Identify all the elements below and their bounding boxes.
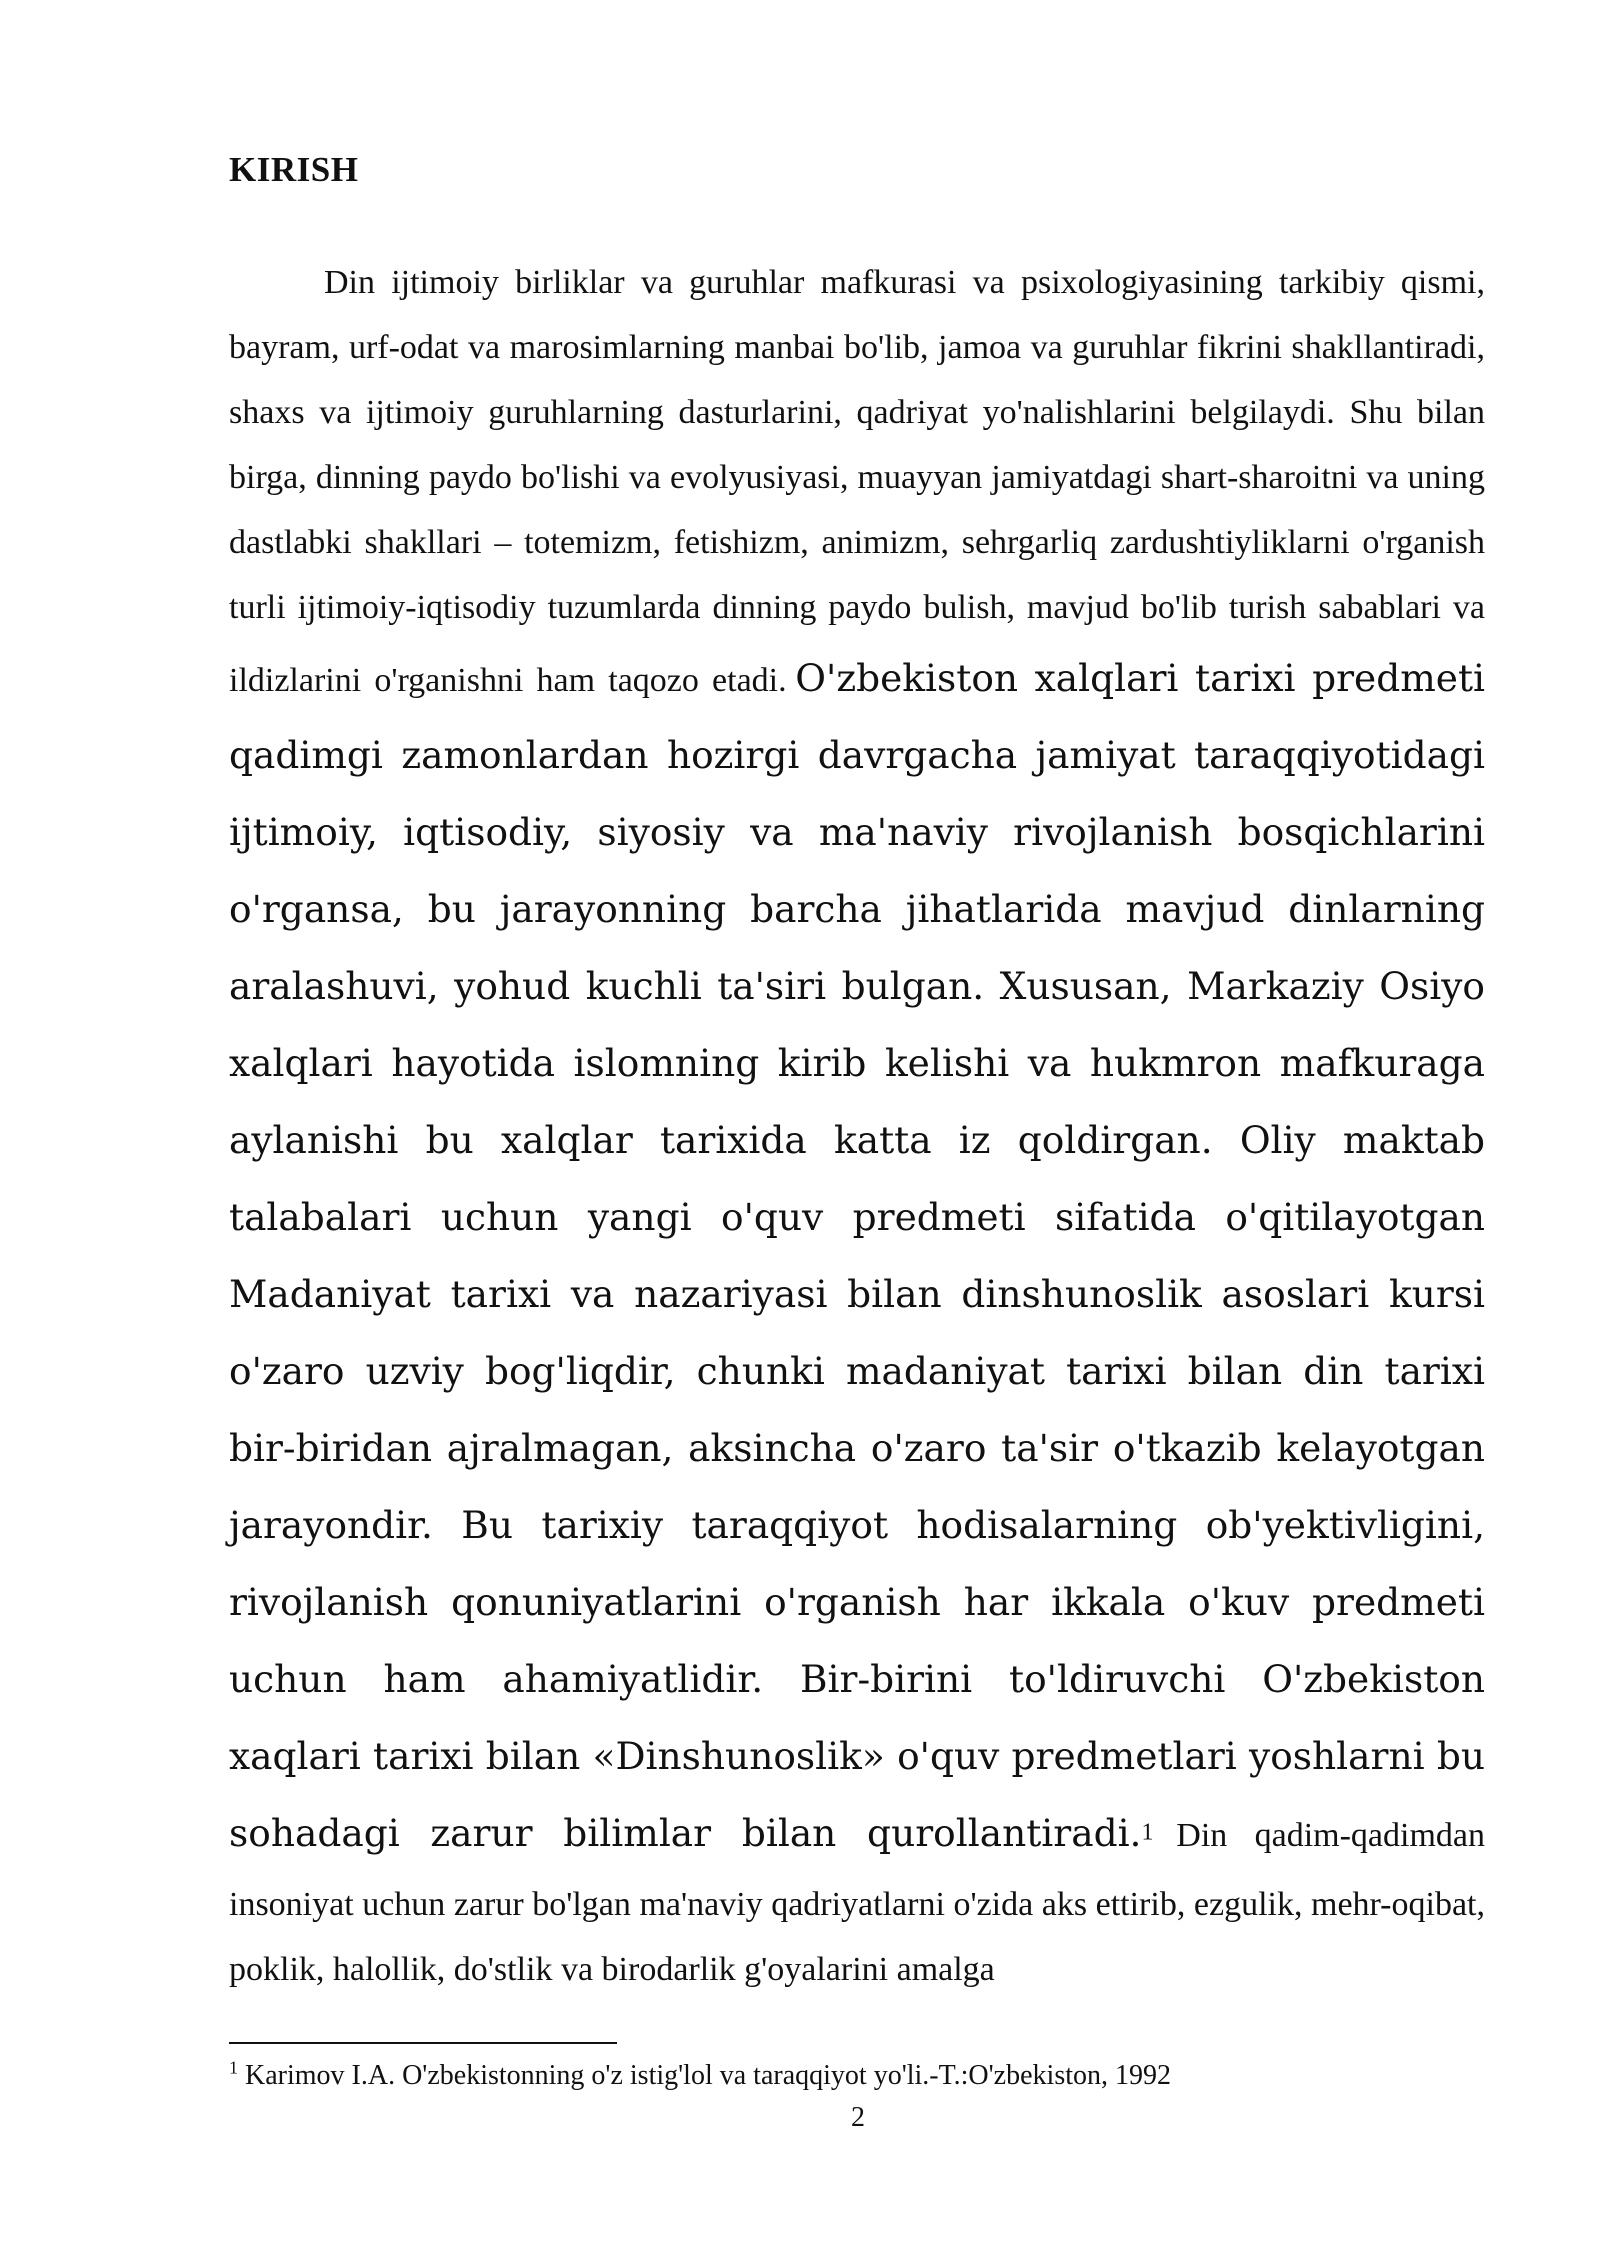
paragraph-run-intro: Din ijtimoiy birliklar va guruhlar mafkurasi va psixologiyasining tarkibiy qismi, bayram, urf-odat va marosimlarning manbai bo'lib, jamoa va guruhlar fikrini shakllantiradi, shaxs va ijtimoiy guruhlarning dasturlarini, qadriyat yo'nalishlarini belgilaydi. Shu bilan birga, dinning paydo bo'lishi va evolyusiyasi, muayyan jamiyatdagi shart-sharoitni va uning dastlabki shakllari – totemizm, fetishizm, animizm, sehrgarliq zardushtiyliklarni o'rganish turli ijtimoiy-iqtisodiy tuzumlarda dinning paydo bulish, mavjud bo'lib turish sabablari va ildizlarini o'rganishni ham taqozo etadi. [229,264,1485,699]
footnote [229,2058,1171,2094]
paragraph-run-continuation: Din qadim-qadimdan insoniyat uchun zarur bo'lgan ma'naviy qadriyatlarni o'zida aks ettirib, ezgulik, mehr-oqibat, poklik, halollik, do'stlik va birodarlik g'oyalarini amalga [229,1817,1485,1988]
paragraph-run-main: O'zbekiston xalqlari tarixi predmeti qadimgi zamonlardan hozirgi davrgacha jamiyat taraqqiyotidagi ijtimoiy, iqtisodiy, siyosiy va ma'naviy rivojlanish bosqichlarini o'rgansa, bu jarayonning barcha jihatlarida mavjud dinlarning aralashuvi, yohud kuchli ta'siri bulgan. Xususan, Markaziy Osiyo xalqlari hayotida islomning kirib kelishi va hukmron mafkuraga aylanishi bu xalqlar tarixida katta iz qoldirgan. Oliy maktab talabalari uchun yangi o'quv predmeti sifatida o'qitilayotgan Madaniyat tarixi va nazariyasi bilan dinshunoslik asoslari kursi o'zaro uzviy bog'liqdir, chunki madaniyat tarixi bilan din tarixi bir-biridan ajralmagan, aksincha o'zaro ta'sir o'tkazib kelayotgan jarayondir. Bu tarixiy taraqqiyot hodisalarning ob'yektivligini, rivojlanish qonuniyatlarini o'rganish har ikkala o'kuv predmeti uchun ham ahamiyatlidir. Bir-birini to'ldiruvchi O'zbekiston xaqlari tarixi bilan «Dinshunoslik» o'quv predmetlari yoshlarni bu sohadagi zarur bilimlar bilan qurollantiradi. [229,656,1486,1855]
body-paragraph [229,250,1485,2002]
footnote-text: Karimov I.A. O'zbekistonning o'z istig'lol va taraqqiyot yo'li.-T.:O'zbekiston, 1992 [245,2060,1171,2091]
section-heading: KIRISH [229,150,359,189]
footnote-reference[interactable]: 1 [1141,1819,1154,1846]
page-number: 2 [851,2102,865,2133]
footnote-marker: 1 [229,2057,238,2078]
footnote-separator [229,2042,617,2044]
